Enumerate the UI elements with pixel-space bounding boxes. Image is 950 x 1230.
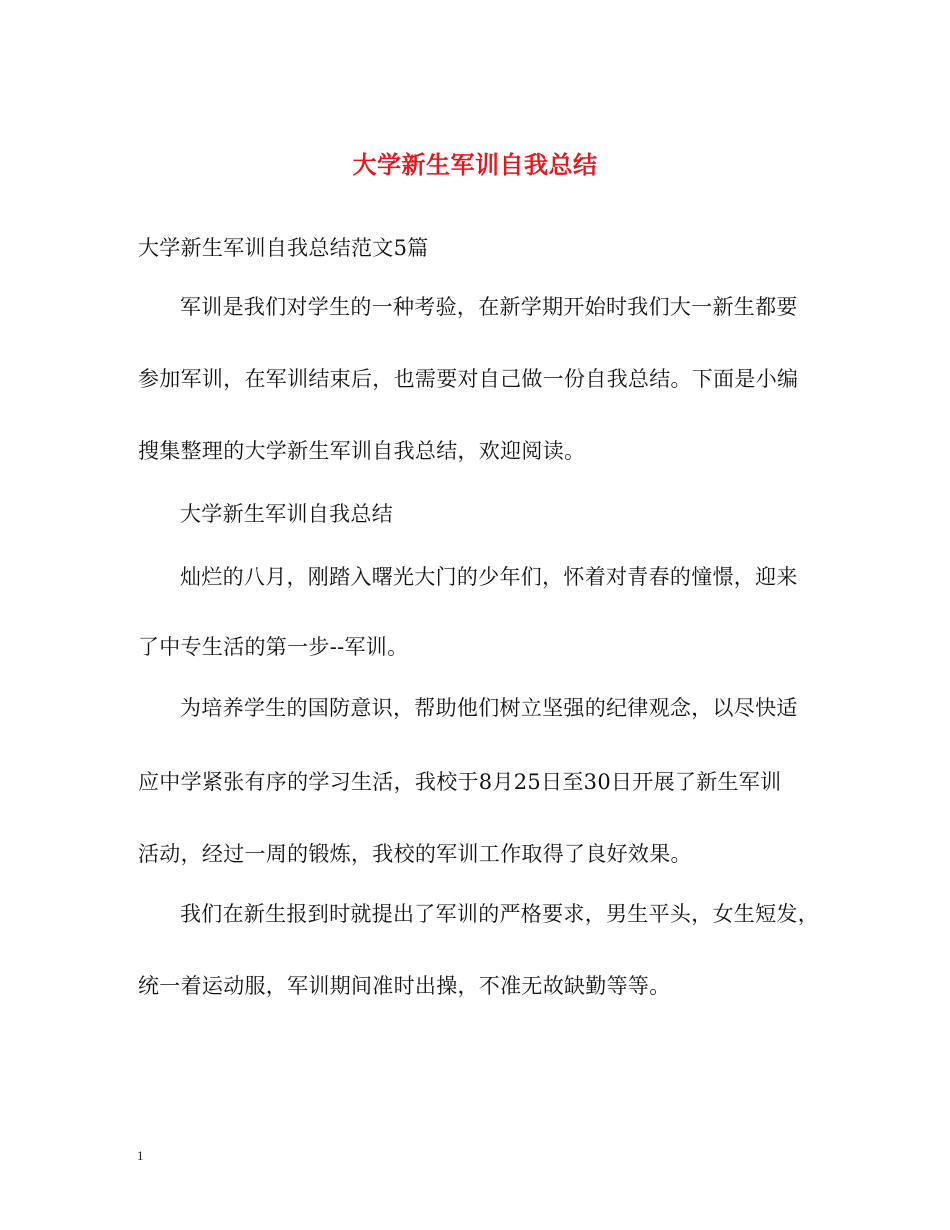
paragraph-line: 统一着运动服，军训期间准时出操，不准无故缺勤等等。 <box>138 974 671 998</box>
paragraph-line: 参加军训，在军训结束后，也需要对自己做一份自我总结。下面是小编 <box>138 367 799 391</box>
page-number: 1 <box>137 1148 144 1163</box>
paragraph-line: 了中专生活的第一步--军训。 <box>138 635 409 659</box>
document-subtitle: 大学新生军训自我总结范文5篇 <box>138 236 429 260</box>
document-title: 大学新生军训自我总结 <box>352 150 598 179</box>
paragraph-line: 灿烂的八月，刚踏入曙光大门的少年们，怀着对青春的憧憬，迎来 <box>180 565 798 589</box>
paragraph-line: 我们在新生报到时就提出了军训的严格要求，男生平头，女生短发， <box>180 902 819 926</box>
paragraph-line: 为培养学生的国防意识，帮助他们树立坚强的纪律观念，以尽快适 <box>180 696 798 720</box>
paragraph-line: 活动，经过一周的锻炼，我校的军训工作取得了良好效果。 <box>138 842 692 866</box>
paragraph-line: 军训是我们对学生的一种考验，在新学期开始时我们大一新生都要 <box>180 295 798 319</box>
paragraph-line: 搜集整理的大学新生军训自我总结，欢迎阅读。 <box>138 439 586 463</box>
section-heading: 大学新生军训自我总结 <box>180 502 393 526</box>
paragraph-line: 应中学紧张有序的学习生活，我校于8月25日至30日开展了新生军训 <box>138 770 782 794</box>
